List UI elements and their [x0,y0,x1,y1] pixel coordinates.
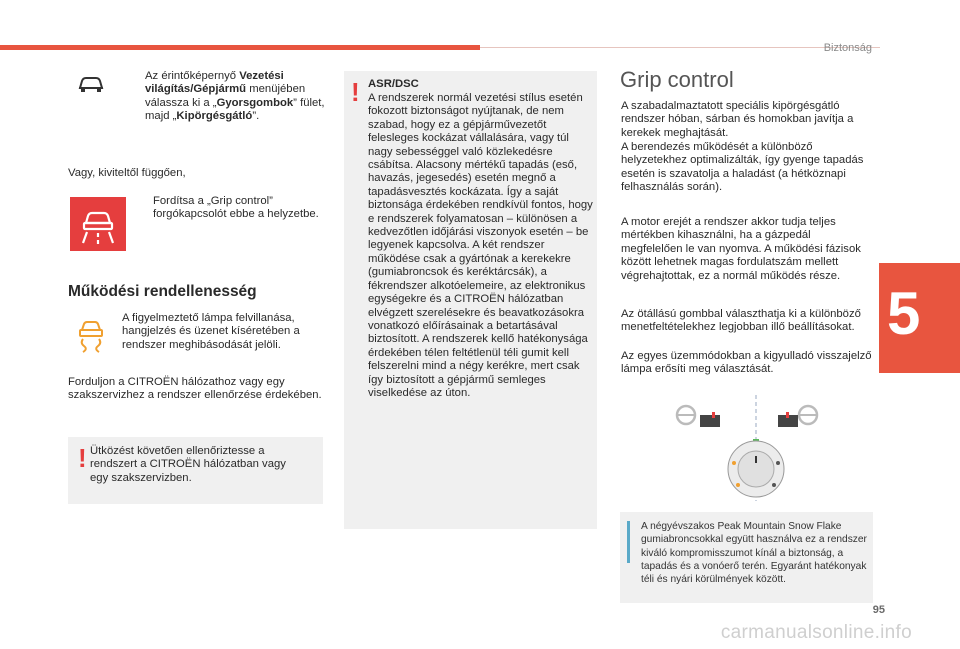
watermark: carmanualsonline.info [720,622,912,643]
section-title: Biztonság [823,42,872,54]
car-outline-icon [76,68,106,98]
malfunction-heading: Működési rendellenesség [68,283,257,300]
grip-five-position: Az ötállású gombbal választhatja ki a különböző menetfeltételekhez legjobban illő beállításokat. [621,308,861,334]
asr-dsc-title: ASR/DSC [368,78,419,90]
car-skid-icon [70,197,126,251]
chapter-number: 5 [887,280,921,347]
steering-wheel-icon [778,406,817,427]
asr-dsc-box [344,71,597,529]
network-text: Forduljon a CITROËN hálózathoz vagy egy szakszervizhez a rendszer ellenőrzése érdekében. [68,376,322,402]
instruction-rotary-switch: Fordítsa a „Grip control” forgókapcsolót ebbe a helyzetbe. [153,195,319,221]
instruction-touchscreen [145,70,325,124]
warning-mark: ! [78,443,87,473]
header-rule [480,47,880,48]
grip-optimization: A berendezés működését a különböző helyzetekhez optimalizálták, így gyenge tapadás esetén is szavatolja a haladást (a hétköznapi felhasználás során). [621,141,864,194]
text-run: ” fület, majd „ [145,96,325,123]
header-accent-bar [0,45,480,50]
steering-wheel-icon [677,406,720,427]
warning-text: Ütközést követően ellenőriztesse a rendszert a CITROËN hálózatban vagy egy szakszervizben. [90,445,286,484]
warning-box [68,437,323,504]
function-name: Kipörgésgátló [176,110,253,123]
asr-dsc-text: A rendszerek normál vezetési stílus esetén fokozott biztonságot nyújtanak, de nem szabad, hogy ez a gépjárművezetőt felesleges kockázat vállalására, vagy túl nagy sebességgel való közlekedésre csábítsa. Alacsony mértékű tapadás (eső, havazás, jegesedés) esetén megnő a tapadásvesztés kockázata. Így a saját biztonsága érdekében rendkívül fontos, hogy e rendszerek folyamatosan – különösen a kedvezőtlen időjárási viszonyok esetén – be legyenek kapcsolva. A két rendszer működése csak a gyártónak a kerekekre (gumiabroncsok és keréktárcsák), a fékrendszer alkotóelemeire, az elektronikus egységekre és a CITROËN hálózatban elvégzett szerelésekre és beavatkozásokra vonatkozó előírásainak a betartásával biztosított. A rendszerek kellő hatékonysága érdekében télen feltétlenül téli gumit kell felszerelni mind a négy kerékre, mert csak így biztosított a gépjármű semleges viselkedése az úton. [368,92,593,399]
text-run: menüjében válassza ki a „ [145,83,306,109]
grip-indicator: Az egyes üzemmódokban a kigyulladó visszajelző lámpa erősíti meg választását. [621,350,872,376]
text-run: ”. [252,110,260,123]
info-marker [627,521,630,563]
or-text: Vagy, kiviteltől függően, [68,167,186,179]
grip-control-indicator [70,197,126,251]
skid-warning-icon [76,316,106,354]
chapter-tab [879,263,960,373]
grip-engine-power: A motor erejét a rendszer akkor tudja teljes mértékben kihasználni, ha a gázpedál megfelelően le van nyomva. A működési fázisok között lehetnek magas fordulatszám mellett végrehajtottak, ez a normál működés része. [621,216,861,282]
text-run: Az érintőképernyő [145,70,240,82]
info-text: A négyévszakos Peak Mountain Snow Flake gumiabroncsokkal együtt használva ez a rendszer kiváló kompromisszumot kínál a biztonság, a tapadás és a vonóerő terén. Egyaránt hatékonyak téli és nyári körülmények között. [641,521,867,586]
page-number: 95 [872,604,885,616]
malfunction-text: A figyelmeztető lámpa felvillanása, hangjelzés és üzenet kíséretében a rendszer meghibásodását jelöli. [122,312,300,351]
tab-name: Gyorsgombok [216,96,294,109]
grip-control-illustration [660,393,840,503]
grip-control-dial-icon [728,441,784,497]
grip-intro: A szabadalmaztatott speciális kipörgésgátló rendszer hóban, sárban és homokban javítja a kerekek meghajtását. [621,100,854,139]
warning-mark: ! [351,77,360,107]
grip-control-heading: Grip control [620,67,734,92]
menu-name: Vezetési világítás/Gépjármű [145,70,284,96]
